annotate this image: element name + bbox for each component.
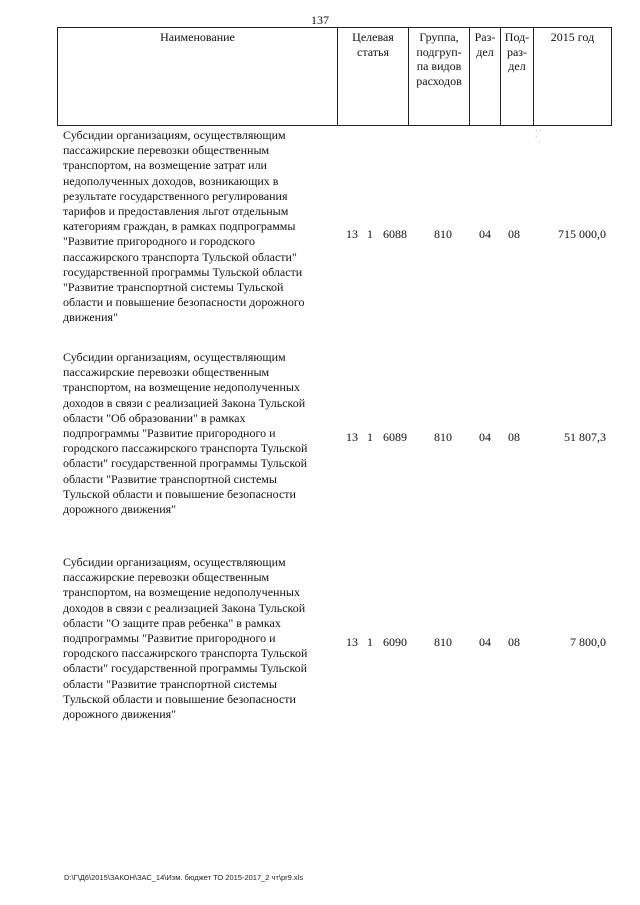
- target-code-1: 13: [346, 635, 358, 649]
- target-code-2: 1: [367, 430, 373, 444]
- amount-2015: 7 800,0: [570, 635, 606, 649]
- footer-file-path: D:\Г\Д6\2015\ЗАКОН\ЗАС_14\Изм. бюджет ТО 2015-2017_2 чт\pr9.xls: [64, 873, 304, 882]
- row-description: Субсидии организациям, осуществляющим пассажирские перевозки общественным транспортом, на возмещение недополученных доходов в связи с реализацией Закона Тульской области "Об образовании" в рамках подпрограммы "Развитие пригородного и городского пассажирского транспорта Тульской области" государственной программы Тульской области "Развитие транспортной системы Тульской области и повышение безопасности дорожного движения": [63, 350, 308, 517]
- row-description: Субсидии организациям, осуществляющим пассажирские перевозки общественным транспортом, на возмещение недополученных доходов в связи с реализацией Закона Тульской области "О защите прав ребенка" в рамках подпрограммы "Развитие пригородного и городского пассажирского транспорта Тульской области" государственной программы Тульской области "Развитие транспортной системы Тульской области и повышение безопасности дорожного движения": [63, 555, 308, 722]
- subsection: 08: [508, 430, 520, 444]
- target-code-2: 1: [367, 635, 373, 649]
- table-row: [57, 128, 612, 338]
- section: 04: [479, 635, 491, 649]
- header-target: Целевая статья: [337, 28, 408, 125]
- header-subsection: Под-раз-дел: [500, 28, 533, 125]
- header-section: Раз-дел: [469, 28, 500, 125]
- expense-group: 810: [434, 227, 452, 241]
- subsection: 08: [508, 635, 520, 649]
- section: 04: [479, 430, 491, 444]
- expense-group: 810: [434, 635, 452, 649]
- target-code-1: 13: [346, 227, 358, 241]
- target-code-3: 6090: [383, 635, 407, 649]
- table-header: [57, 27, 612, 126]
- amount-2015: 51 807,3: [564, 430, 606, 444]
- expense-group: 810: [434, 430, 452, 444]
- table-row: [57, 350, 612, 530]
- header-name: Наименование: [160, 30, 235, 44]
- page-number: 137: [311, 13, 329, 27]
- header-group: Группа, подгруп-па видов расходов: [408, 28, 469, 125]
- section: 04: [479, 227, 491, 241]
- table-row: [57, 555, 612, 735]
- amount-2015: 715 000,0: [558, 227, 606, 241]
- subsection: 08: [508, 227, 520, 241]
- target-code-2: 1: [367, 227, 373, 241]
- target-code-3: 6089: [383, 430, 407, 444]
- row-description: Субсидии организациям, осуществляющим пассажирские перевозки общественным транспортом, на возмещение затрат или недополученных доходов, возникающих в результате государственного регулирования тарифов и предоставления льгот отдельным категориям граждан, в рамках подпрограммы "Развитие пригородного и городского пассажирского транспорта Тульской области" государственной программы Тульской области "Развитие транспортной системы Тульской области и повышение безопасности дорожного движения": [63, 128, 305, 325]
- target-code-3: 6088: [383, 227, 407, 241]
- header-year: 2015 год: [533, 28, 611, 125]
- target-code-1: 13: [346, 430, 358, 444]
- scan-specks: · · · ·: [535, 127, 542, 147]
